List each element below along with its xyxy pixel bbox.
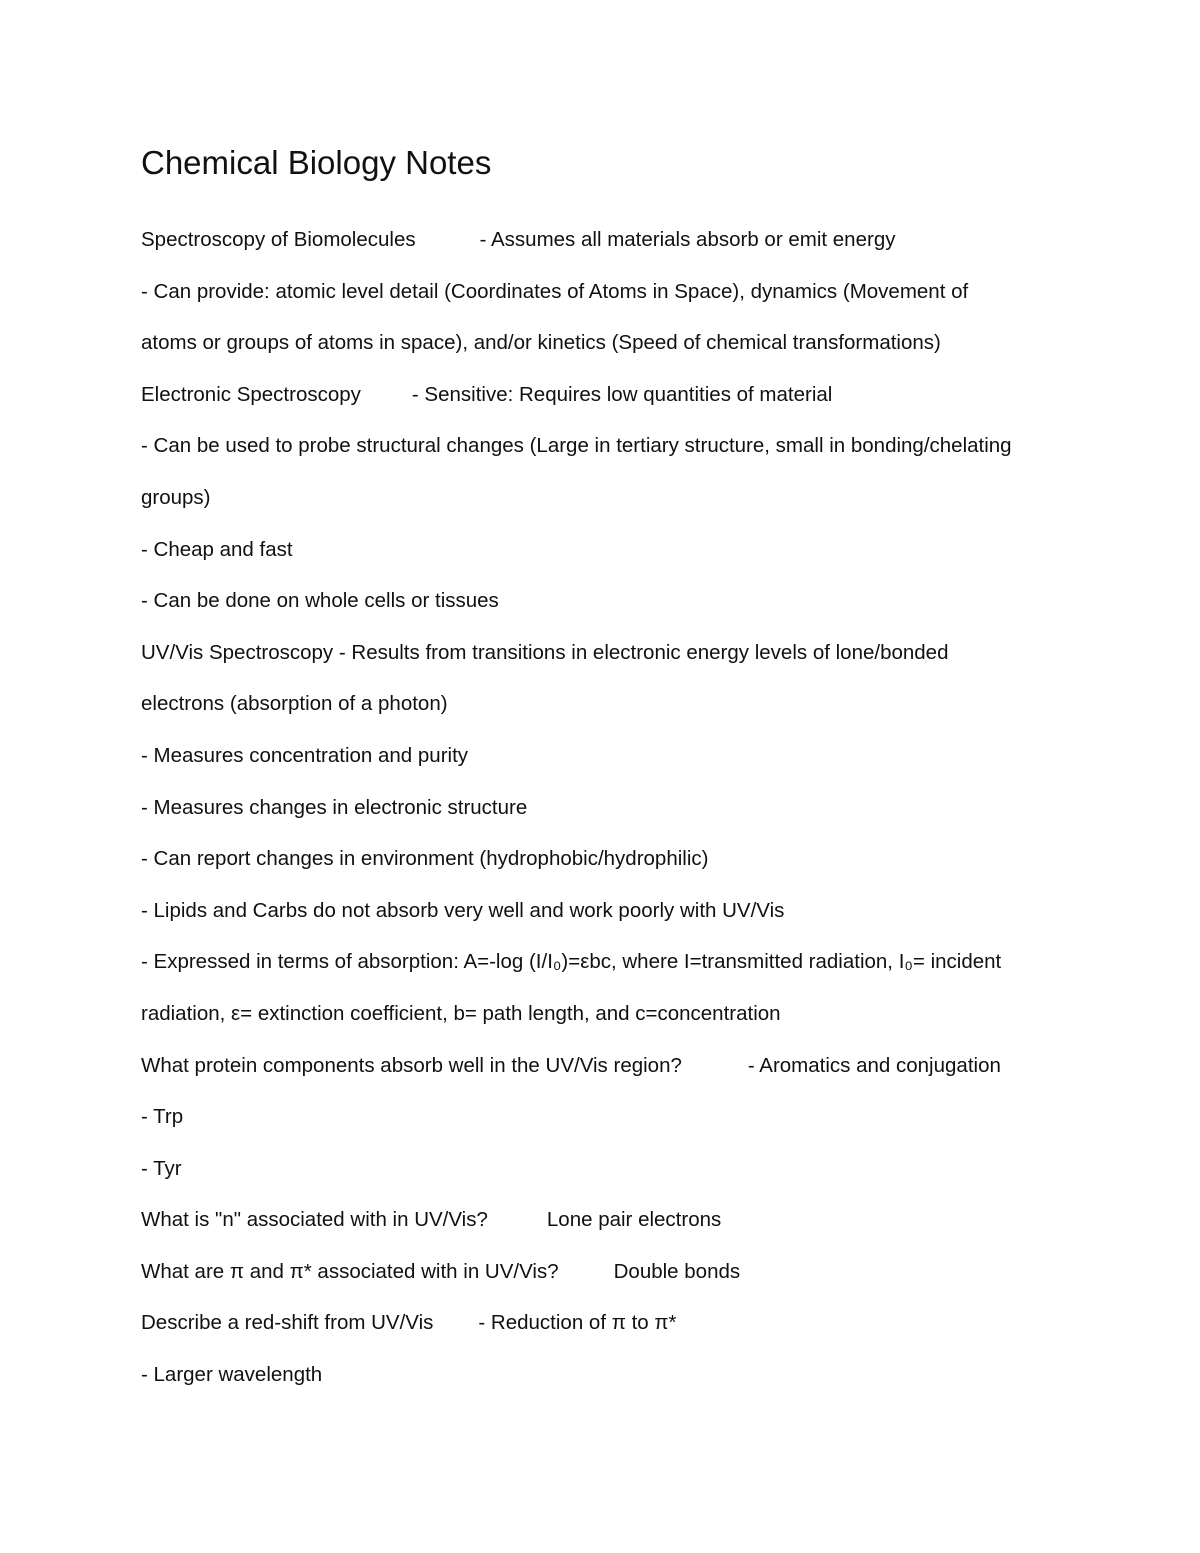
card-term: What are π and π* associated with in UV/Vis? [141, 1259, 559, 1283]
note-text: atoms or groups of atoms in space), and/or kinetics (Speed of chemical transformations) [141, 331, 941, 355]
note-line [141, 317, 1081, 369]
card-definition: - Reduction of π to π* [478, 1311, 677, 1335]
note-line [141, 936, 1081, 988]
note-line [141, 833, 1081, 885]
note-text: - Lipids and Carbs do not absorb very well and work poorly with UV/Vis [141, 898, 785, 922]
note-text: groups) [141, 485, 211, 509]
note-text: - Expressed in terms of absorption: A=-log (I/I₀)=εbc, where I=transmitted radiation, I₀= incident [141, 950, 1002, 974]
card-definition: - Aromatics and conjugation [747, 1053, 1001, 1077]
note-text: - Can be done on whole cells or tissues [141, 589, 499, 613]
note-line [141, 730, 1081, 782]
note-text: - Can report changes in environment (hydrophobic/hydrophilic) [141, 847, 709, 871]
note-text: electrons (absorption of a photon) [141, 692, 448, 716]
note-text: UV/Vis Spectroscopy - Results from transitions in electronic energy levels of lone/bonded [141, 640, 949, 664]
card-term: What protein components absorb well in the UV/Vis region? [141, 1053, 682, 1077]
note-line [141, 885, 1081, 937]
note-line [141, 782, 1081, 834]
note-text: - Cheap and fast [141, 537, 293, 561]
note-line [141, 1143, 1081, 1195]
note-line [141, 214, 1081, 266]
note-line [141, 1349, 1081, 1401]
document-title: Chemical Biology Notes [141, 144, 492, 181]
note-line [141, 1040, 1081, 1092]
card-definition: Lone pair electrons [546, 1208, 722, 1232]
note-text: radiation, ε= extinction coefficient, b= path length, and c=concentration [141, 1001, 781, 1025]
note-text: - Can be used to probe structural changes (Large in tertiary structure, small in bonding/chelating [141, 434, 1012, 458]
note-line [141, 1091, 1081, 1143]
note-text: - Tyr [141, 1156, 182, 1180]
card-term: What is "n" associated with in UV/Vis? [141, 1208, 488, 1232]
card-definition: - Assumes all materials absorb or emit energy [479, 228, 896, 251]
note-line [141, 988, 1081, 1040]
note-text: - Measures changes in electronic structure [141, 795, 528, 819]
note-line [141, 524, 1081, 576]
note-line [141, 1297, 1081, 1349]
card-term: Electronic Spectroscopy [141, 382, 361, 406]
notes-body [141, 214, 1081, 1401]
card-term: Describe a red-shift from UV/Vis [141, 1311, 434, 1335]
note-text: - Trp [141, 1105, 184, 1129]
note-text: - Measures concentration and purity [141, 743, 469, 767]
note-line [141, 627, 1081, 679]
card-definition: Double bonds [613, 1259, 741, 1283]
note-line [141, 472, 1081, 524]
note-line [141, 420, 1081, 472]
card-term: Spectroscopy of Biomolecules [141, 228, 416, 251]
note-text: - Can provide: atomic level detail (Coordinates of Atoms in Space), dynamics (Movement of [141, 279, 969, 303]
note-line [141, 1194, 1081, 1246]
note-line [141, 575, 1081, 627]
card-definition: - Sensitive: Requires low quantities of material [411, 382, 833, 406]
note-line [141, 369, 1081, 421]
note-line [141, 266, 1081, 318]
note-text: - Larger wavelength [141, 1363, 323, 1387]
note-line [141, 678, 1081, 730]
note-line [141, 1246, 1081, 1298]
